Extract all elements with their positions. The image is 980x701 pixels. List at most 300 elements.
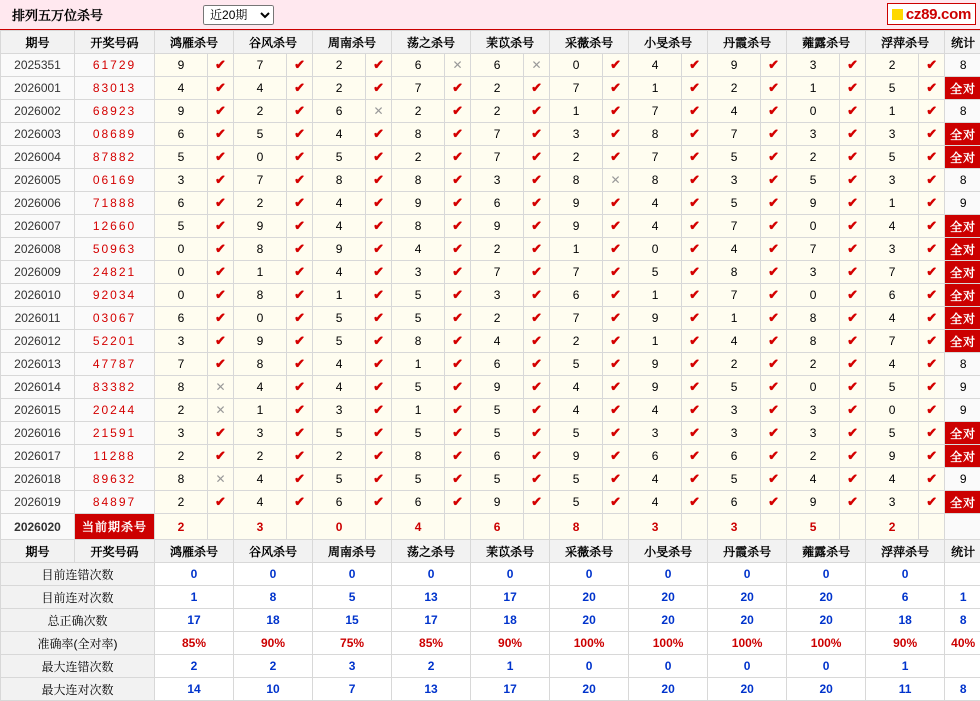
cell-kill-7: 1 <box>629 284 682 307</box>
cell-mark-8 <box>761 238 787 261</box>
hit-icon: ✔ <box>373 195 384 210</box>
cell-mark-2 <box>287 100 313 123</box>
cell-mark-4 <box>445 445 471 468</box>
table-row <box>1 261 980 284</box>
stats-value-9: 0 <box>787 655 866 678</box>
hit-icon: ✔ <box>926 126 937 141</box>
cell-kill-2: 8 <box>234 353 287 376</box>
cell-current-mark-8 <box>761 514 787 540</box>
cell-total: 全对 <box>945 307 980 330</box>
hit-icon: ✔ <box>689 241 700 256</box>
cell-kill-2: 4 <box>234 376 287 399</box>
cell-mark-10 <box>919 284 945 307</box>
cell-total: 全对 <box>945 491 980 514</box>
hit-icon: ✔ <box>847 379 858 394</box>
table-row <box>1 123 980 146</box>
hit-icon: ✔ <box>926 149 937 164</box>
hit-icon: ✔ <box>531 103 542 118</box>
hit-icon: ✔ <box>294 379 305 394</box>
col-expert-bottom-4: 荡之杀号 <box>392 540 471 563</box>
hit-icon: ✔ <box>610 494 621 509</box>
cell-mark-7 <box>682 54 708 77</box>
hit-icon: ✔ <box>294 80 305 95</box>
stats-value-6: 20 <box>550 586 629 609</box>
cell-kill-9: 8 <box>787 330 840 353</box>
cell-kill-7: 7 <box>629 146 682 169</box>
cell-mark-4 <box>445 123 471 146</box>
stats-value-1: 2 <box>155 655 234 678</box>
cell-mark-2 <box>287 284 313 307</box>
hit-icon: ✔ <box>926 333 937 348</box>
hit-icon: ✔ <box>689 379 700 394</box>
hit-icon: ✔ <box>373 494 384 509</box>
cell-mark-4 <box>445 330 471 353</box>
cell-mark-5 <box>524 238 550 261</box>
cell-mark-3 <box>366 468 392 491</box>
table-row <box>1 146 980 169</box>
cell-kill-1: 9 <box>155 100 208 123</box>
stats-label: 总正确次数 <box>1 609 155 632</box>
cell-issue: 2026002 <box>1 100 75 123</box>
cell-mark-9 <box>840 399 866 422</box>
cell-mark-2 <box>287 192 313 215</box>
cell-kill-10: 9 <box>866 445 919 468</box>
hit-icon: ✔ <box>847 356 858 371</box>
cell-mark-9 <box>840 307 866 330</box>
cell-kill-2: 4 <box>234 468 287 491</box>
cell-mark-4 <box>445 284 471 307</box>
hit-icon: ✔ <box>610 402 621 417</box>
cell-mark-5 <box>524 261 550 284</box>
stats-value-9: 20 <box>787 586 866 609</box>
cell-mark-8 <box>761 215 787 238</box>
cell-kill-10: 2 <box>866 54 919 77</box>
cell-code: 68923 <box>75 100 155 123</box>
cell-mark-1 <box>208 284 234 307</box>
hit-icon: ✔ <box>531 241 542 256</box>
cell-kill-5: 2 <box>471 238 524 261</box>
stats-value-5: 0 <box>471 563 550 586</box>
cell-kill-1: 2 <box>155 491 208 514</box>
cell-mark-7 <box>682 146 708 169</box>
cell-mark-4 <box>445 422 471 445</box>
hit-icon: ✔ <box>610 379 621 394</box>
cell-mark-5 <box>524 192 550 215</box>
hit-icon: ✔ <box>452 310 463 325</box>
cell-mark-7 <box>682 422 708 445</box>
cell-mark-2 <box>287 468 313 491</box>
hit-icon: ✔ <box>847 287 858 302</box>
hit-icon: ✔ <box>215 195 226 210</box>
cell-mark-10 <box>919 100 945 123</box>
cell-mark-4 <box>445 491 471 514</box>
period-range-select[interactable] <box>203 5 274 25</box>
cell-kill-9: 0 <box>787 100 840 123</box>
cell-current-kill-10: 2 <box>866 514 919 540</box>
cell-current-mark-7 <box>682 514 708 540</box>
page-title: 排列五万位杀号 <box>0 5 103 24</box>
hit-icon: ✔ <box>294 287 305 302</box>
stats-value-3: 15 <box>313 609 392 632</box>
cell-kill-7: 4 <box>629 54 682 77</box>
cell-mark-9 <box>840 146 866 169</box>
cell-current-kill-7: 3 <box>629 514 682 540</box>
cell-mark-10 <box>919 330 945 353</box>
stats-value-3: 75% <box>313 632 392 655</box>
cell-mark-7 <box>682 376 708 399</box>
cell-issue: 2026014 <box>1 376 75 399</box>
stats-value-6: 0 <box>550 655 629 678</box>
cell-mark-3 <box>366 261 392 284</box>
cell-mark-1 <box>208 77 234 100</box>
cell-kill-7: 9 <box>629 307 682 330</box>
cell-mark-1 <box>208 169 234 192</box>
col-code: 开奖号码 <box>75 31 155 54</box>
header-row-bottom <box>1 540 980 563</box>
stats-value-4: 85% <box>392 632 471 655</box>
cell-mark-7 <box>682 215 708 238</box>
cell-code: 83013 <box>75 77 155 100</box>
col-expert-4: 荡之杀号 <box>392 31 471 54</box>
cell-issue: 2026005 <box>1 169 75 192</box>
cell-kill-4: 5 <box>392 376 445 399</box>
cell-kill-5: 4 <box>471 330 524 353</box>
table-row <box>1 445 980 468</box>
cell-kill-3: 1 <box>313 284 366 307</box>
stats-value-7: 20 <box>629 678 708 701</box>
hit-icon: ✔ <box>294 264 305 279</box>
stats-value-9: 100% <box>787 632 866 655</box>
hit-icon: ✔ <box>452 103 463 118</box>
hit-icon: ✔ <box>452 80 463 95</box>
hit-icon: ✔ <box>689 333 700 348</box>
cell-mark-7 <box>682 169 708 192</box>
hit-icon: ✔ <box>847 218 858 233</box>
hit-icon: ✔ <box>610 333 621 348</box>
hit-icon: ✔ <box>531 195 542 210</box>
cell-kill-7: 4 <box>629 192 682 215</box>
cell-kill-5: 3 <box>471 284 524 307</box>
table-row <box>1 353 980 376</box>
cell-mark-2 <box>287 169 313 192</box>
cell-kill-8: 5 <box>708 468 761 491</box>
cell-kill-10: 5 <box>866 77 919 100</box>
hit-icon: ✔ <box>610 241 621 256</box>
hit-icon: ✔ <box>531 494 542 509</box>
hit-icon: ✔ <box>294 402 305 417</box>
cell-mark-5 <box>524 491 550 514</box>
cell-kill-3: 4 <box>313 123 366 146</box>
hit-icon: ✔ <box>373 241 384 256</box>
stats-value-6: 20 <box>550 678 629 701</box>
stats-label: 最大连错次数 <box>1 655 155 678</box>
cell-kill-7: 5 <box>629 261 682 284</box>
cell-code: 12660 <box>75 215 155 238</box>
cell-code: 52201 <box>75 330 155 353</box>
cell-kill-3: 2 <box>313 445 366 468</box>
col-expert-bottom-6: 采薇杀号 <box>550 540 629 563</box>
hit-icon: ✔ <box>294 356 305 371</box>
stats-row <box>1 655 980 678</box>
site-logo[interactable] <box>887 3 976 25</box>
cell-kill-9: 3 <box>787 54 840 77</box>
cell-kill-8: 4 <box>708 238 761 261</box>
cell-mark-5 <box>524 445 550 468</box>
cell-mark-4 <box>445 146 471 169</box>
hit-icon: ✔ <box>294 57 305 72</box>
cell-mark-3 <box>366 169 392 192</box>
cell-mark-6 <box>603 100 629 123</box>
cell-mark-8 <box>761 123 787 146</box>
hit-icon: ✔ <box>373 471 384 486</box>
cell-mark-1 <box>208 399 234 422</box>
hit-icon: ✔ <box>689 80 700 95</box>
hit-icon: ✔ <box>610 126 621 141</box>
cell-kill-2: 5 <box>234 123 287 146</box>
cell-kill-2: 9 <box>234 330 287 353</box>
cell-total: 全对 <box>945 77 980 100</box>
cell-mark-9 <box>840 54 866 77</box>
cell-issue: 2026004 <box>1 146 75 169</box>
cell-mark-4 <box>445 399 471 422</box>
cell-mark-6 <box>603 123 629 146</box>
col-expert-3: 周南杀号 <box>313 31 392 54</box>
hit-icon: ✔ <box>373 448 384 463</box>
stats-value-2: 10 <box>234 678 313 701</box>
cell-total: 全对 <box>945 330 980 353</box>
cell-mark-8 <box>761 330 787 353</box>
hit-icon: ✔ <box>610 264 621 279</box>
hit-icon: ✔ <box>294 333 305 348</box>
cell-kill-1: 2 <box>155 445 208 468</box>
cell-mark-2 <box>287 491 313 514</box>
cell-mark-5 <box>524 353 550 376</box>
hit-icon: ✔ <box>215 103 226 118</box>
cell-mark-1 <box>208 422 234 445</box>
cell-code: 08689 <box>75 123 155 146</box>
cell-kill-1: 7 <box>155 353 208 376</box>
col-code-bottom: 开奖号码 <box>75 540 155 563</box>
cell-issue: 2026003 <box>1 123 75 146</box>
stats-value-4: 17 <box>392 609 471 632</box>
cell-issue: 2026013 <box>1 353 75 376</box>
cell-mark-4 <box>445 238 471 261</box>
cell-mark-8 <box>761 445 787 468</box>
cell-mark-9 <box>840 77 866 100</box>
stats-value-10: 90% <box>866 632 945 655</box>
header-row <box>1 31 980 54</box>
cell-mark-9 <box>840 376 866 399</box>
stats-row <box>1 609 980 632</box>
hit-icon: ✔ <box>689 287 700 302</box>
cell-kill-5: 6 <box>471 192 524 215</box>
hit-icon: ✔ <box>768 80 779 95</box>
stats-value-7: 0 <box>629 655 708 678</box>
cell-kill-1: 3 <box>155 169 208 192</box>
cell-kill-10: 4 <box>866 307 919 330</box>
cell-mark-10 <box>919 169 945 192</box>
hit-icon: ✔ <box>452 379 463 394</box>
cell-kill-2: 8 <box>234 284 287 307</box>
cell-mark-6 <box>603 238 629 261</box>
cell-kill-6: 6 <box>550 284 603 307</box>
cell-kill-7: 4 <box>629 399 682 422</box>
cell-mark-5 <box>524 100 550 123</box>
cell-kill-9: 8 <box>787 307 840 330</box>
stats-value-10: 1 <box>866 655 945 678</box>
cell-kill-8: 3 <box>708 399 761 422</box>
col-issue-bottom: 期号 <box>1 540 75 563</box>
hit-icon: ✔ <box>768 287 779 302</box>
cell-mark-3 <box>366 77 392 100</box>
cell-mark-3 <box>366 54 392 77</box>
table-body <box>1 54 980 701</box>
logo-square-icon <box>892 9 903 20</box>
hit-icon: ✔ <box>768 172 779 187</box>
cell-kill-5: 9 <box>471 215 524 238</box>
stats-value-5: 17 <box>471 586 550 609</box>
cell-kill-6: 1 <box>550 100 603 123</box>
cell-mark-5 <box>524 123 550 146</box>
table-row <box>1 468 980 491</box>
cell-code: 61729 <box>75 54 155 77</box>
cell-kill-6: 2 <box>550 330 603 353</box>
cell-kill-1: 8 <box>155 468 208 491</box>
stats-value-2: 18 <box>234 609 313 632</box>
hit-icon: ✔ <box>610 287 621 302</box>
hit-icon: ✔ <box>215 218 226 233</box>
hit-icon: ✔ <box>689 218 700 233</box>
stats-total: 8 <box>945 678 980 701</box>
hit-icon: ✔ <box>452 287 463 302</box>
cell-mark-5 <box>524 54 550 77</box>
cell-mark-5 <box>524 146 550 169</box>
hit-icon: ✔ <box>926 425 937 440</box>
hit-icon: ✔ <box>373 402 384 417</box>
cell-kill-9: 3 <box>787 123 840 146</box>
cell-kill-3: 9 <box>313 238 366 261</box>
cell-kill-1: 5 <box>155 146 208 169</box>
cell-kill-9: 0 <box>787 215 840 238</box>
col-expert-bottom-3: 周南杀号 <box>313 540 392 563</box>
cell-code: 84897 <box>75 491 155 514</box>
cell-mark-6 <box>603 468 629 491</box>
hit-icon: ✔ <box>531 379 542 394</box>
cell-current-label: 当前期杀号 <box>75 514 155 540</box>
cell-kill-2: 4 <box>234 491 287 514</box>
hit-icon: ✔ <box>768 264 779 279</box>
hit-icon: ✔ <box>294 494 305 509</box>
cell-mark-9 <box>840 261 866 284</box>
cell-mark-6 <box>603 261 629 284</box>
cell-issue: 2026008 <box>1 238 75 261</box>
cell-mark-10 <box>919 77 945 100</box>
cell-mark-10 <box>919 422 945 445</box>
cell-kill-6: 5 <box>550 353 603 376</box>
stats-value-9: 20 <box>787 609 866 632</box>
cell-kill-2: 7 <box>234 169 287 192</box>
cell-mark-2 <box>287 261 313 284</box>
cell-kill-8: 7 <box>708 284 761 307</box>
cell-kill-7: 4 <box>629 468 682 491</box>
hit-icon: ✔ <box>452 126 463 141</box>
cell-kill-5: 5 <box>471 468 524 491</box>
hit-icon: ✔ <box>531 264 542 279</box>
stats-value-1: 0 <box>155 563 234 586</box>
cell-kill-8: 5 <box>708 146 761 169</box>
cell-mark-4 <box>445 192 471 215</box>
cell-mark-3 <box>366 307 392 330</box>
stats-value-1: 85% <box>155 632 234 655</box>
cell-kill-7: 8 <box>629 123 682 146</box>
col-issue: 期号 <box>1 31 75 54</box>
cell-mark-6 <box>603 77 629 100</box>
cell-mark-6 <box>603 192 629 215</box>
cell-kill-4: 4 <box>392 238 445 261</box>
hit-icon: ✔ <box>531 310 542 325</box>
cell-kill-6: 9 <box>550 445 603 468</box>
cell-mark-9 <box>840 215 866 238</box>
hit-icon: ✔ <box>294 149 305 164</box>
hit-icon: ✔ <box>294 172 305 187</box>
hit-icon: ✔ <box>926 379 937 394</box>
cell-kill-1: 4 <box>155 77 208 100</box>
cell-total: 9 <box>945 192 980 215</box>
cell-total: 全对 <box>945 284 980 307</box>
hit-icon: ✔ <box>847 402 858 417</box>
stats-total <box>945 563 980 586</box>
cell-mark-6 <box>603 54 629 77</box>
cell-mark-6 <box>603 146 629 169</box>
hit-icon: ✔ <box>452 448 463 463</box>
cell-kill-6: 3 <box>550 123 603 146</box>
stats-value-3: 5 <box>313 586 392 609</box>
cell-mark-1 <box>208 192 234 215</box>
cell-kill-1: 3 <box>155 422 208 445</box>
hit-icon: ✔ <box>294 425 305 440</box>
cell-current-kill-3: 0 <box>313 514 366 540</box>
hit-icon: ✔ <box>294 218 305 233</box>
cell-kill-3: 4 <box>313 261 366 284</box>
hit-icon: ✔ <box>531 448 542 463</box>
cell-mark-10 <box>919 146 945 169</box>
cell-current-mark-5 <box>524 514 550 540</box>
cell-mark-1 <box>208 100 234 123</box>
cell-mark-10 <box>919 192 945 215</box>
cell-kill-3: 4 <box>313 215 366 238</box>
stats-value-4: 13 <box>392 586 471 609</box>
stats-label: 目前连对次数 <box>1 586 155 609</box>
cell-mark-6 <box>603 169 629 192</box>
cell-mark-2 <box>287 399 313 422</box>
hit-icon: ✔ <box>689 471 700 486</box>
cell-kill-6: 9 <box>550 192 603 215</box>
hit-icon: ✔ <box>452 356 463 371</box>
cell-mark-7 <box>682 399 708 422</box>
hit-icon: ✔ <box>689 126 700 141</box>
kill-number-table <box>0 30 980 701</box>
cell-mark-4 <box>445 169 471 192</box>
hit-icon: ✔ <box>610 57 621 72</box>
cell-mark-7 <box>682 307 708 330</box>
cell-kill-9: 3 <box>787 399 840 422</box>
stats-value-2: 0 <box>234 563 313 586</box>
cell-mark-3 <box>366 100 392 123</box>
cell-mark-10 <box>919 491 945 514</box>
stats-value-8: 20 <box>708 586 787 609</box>
cell-mark-2 <box>287 445 313 468</box>
cell-mark-9 <box>840 123 866 146</box>
